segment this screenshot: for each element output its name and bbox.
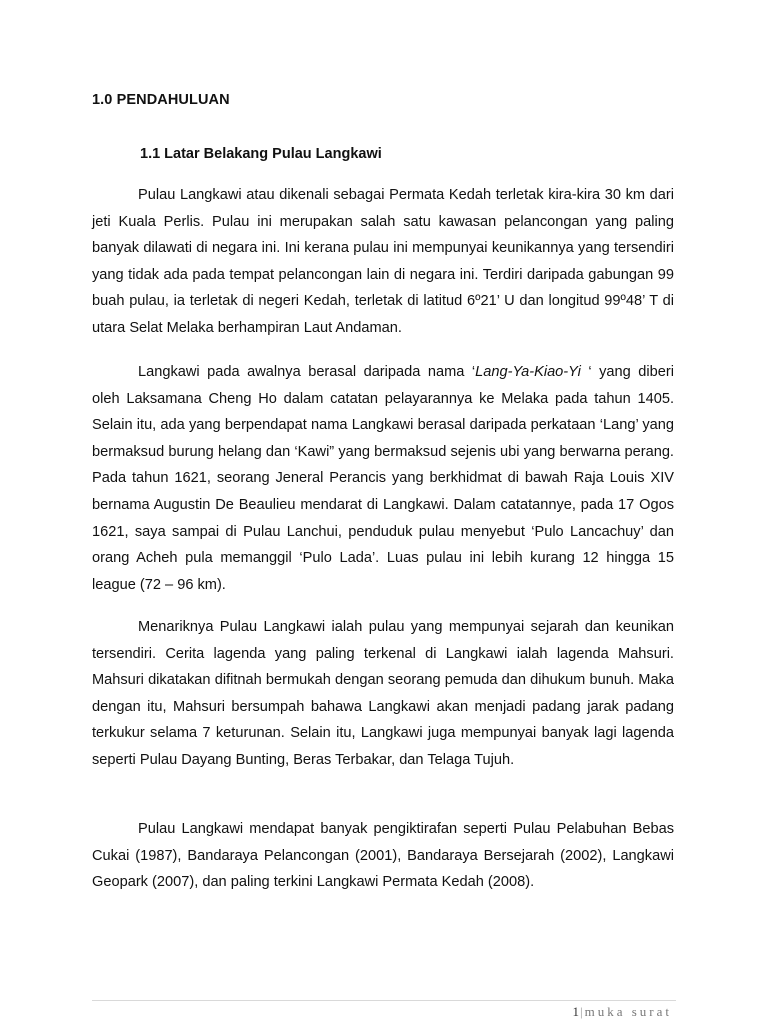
footer-separator: | bbox=[579, 1004, 583, 1019]
footer-divider bbox=[92, 1000, 676, 1001]
paragraph-text: Pulau Langkawi mendapat banyak pengiktirafan seperti Pulau Pelabuhan Bebas Cukai (1987), Bandaraya Pelancongan (2001), Bandaraya Bersejarah (2002), Langkawi Geopark (2007), dan paling terkini Langkawi Permata Kedah (2008). bbox=[92, 821, 674, 891]
paragraph-text: Langkawi pada awalnya berasal daripada nama ‘ bbox=[138, 364, 476, 380]
page-number: 1 bbox=[572, 1004, 579, 1019]
paragraph-text: Menariknya Pulau Langkawi ialah pulau yang mempunyai sejarah dan keunikan tersendiri. Cerita lagenda yang paling terkenal di Langkawi ialah lagenda Mahsuri. Mahsuri dikatakan difitnah bermukah dengan seorang pemuda dan dihukum bunuh. Maka dengan itu, Mahsuri bersumpah bahawa Langkawi akan menjadi padang jarak padang terkukur selama 7 keturunan. Selain itu, Langkawi juga mempunyai banyak lagi lagenda seperti Pulau Dayang Bunting, Beras Terbakar, dan Telaga Tujuh. bbox=[92, 619, 674, 768]
section-heading: 1.0 PENDAHULUAN bbox=[92, 92, 230, 108]
paragraph bbox=[92, 182, 674, 342]
paragraph-text: ‘ yang diberi oleh Laksamana Cheng Ho dalam catatan pelayarannya ke Melaka pada tahun 1405. Selain itu, ada yang berpendapat nama Langkawi berasal daripada perkataan ‘Lang’ yang bermaksud burung helang dan ‘Kawi” yang bermaksud sejenis ubi yang berwarna perang. Pada tahun 1621, seorang Jeneral Perancis yang berkhidmat di bawah Raja Louis XIV bernama Augustin De Beaulieu mendarat di Langkawi. Dalam catatannye, pada 17 Ogos 1621, saya sampai di Pulau Lanchui, penduduk pulau menyebut ‘Pulo Lancachuy’ dan orang Acheh pula memanggil ‘Pulo Lada’. Luas pulau ini lebih kurang 12 hingga 15 league (72 – 96 km). bbox=[92, 364, 674, 593]
paragraph-italic-term: Lang-Ya-Kiao-Yi bbox=[475, 364, 581, 380]
paragraph bbox=[92, 359, 674, 598]
subsection-heading: 1.1 Latar Belakang Pulau Langkawi bbox=[140, 146, 382, 162]
paragraph bbox=[92, 614, 674, 774]
footer-label: muka surat bbox=[584, 1004, 672, 1019]
page-footer bbox=[572, 1004, 672, 1020]
paragraph bbox=[92, 816, 674, 896]
paragraph-text: Pulau Langkawi atau dikenali sebagai Permata Kedah terletak kira-kira 30 km dari jeti Kuala Perlis. Pulau ini merupakan salah satu kawasan pelancongan yang paling banyak dilawati di negara ini. Ini kerana pulau ini mempunyai keunikannya yang tersendiri yang tidak ada pada tempat pelancongan lain di negara ini. Terdiri daripada gabungan 99 buah pulau, ia terletak di negeri Kedah, terletak di latitud 6º21’ U dan longitud 99º48’ T di utara Selat Melaka berhampiran Laut Andaman. bbox=[92, 187, 674, 336]
